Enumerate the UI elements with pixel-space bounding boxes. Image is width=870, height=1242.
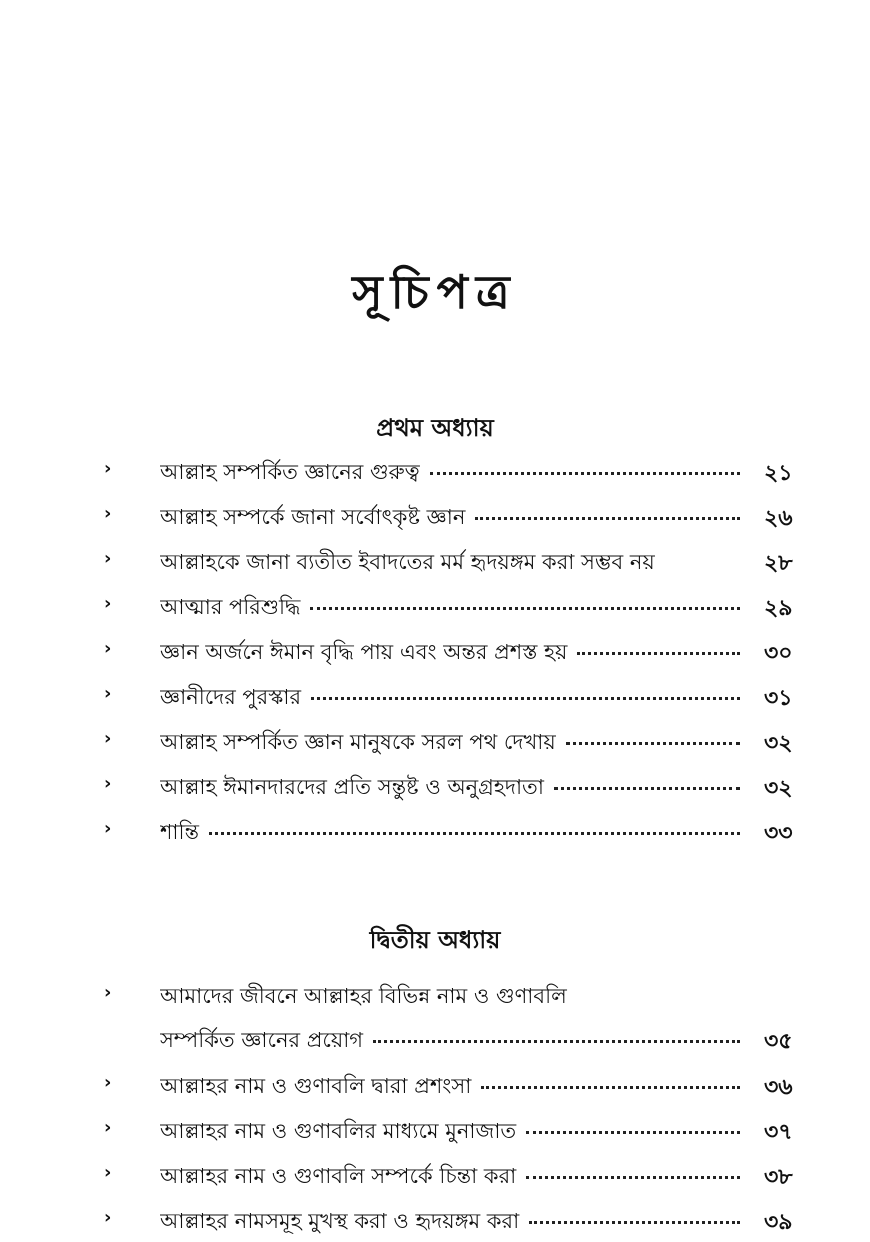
dot-leader — [554, 786, 740, 790]
entry-title: আত্মার পরিশুদ্ধি — [160, 595, 301, 619]
dot-leader — [481, 1085, 740, 1089]
toc-entry[interactable] — [0, 456, 870, 490]
entry-title: আল্লাহর নাম ও গুণাবলি সম্পর্কে চিন্তা করা — [160, 1164, 517, 1188]
entry-page-number: ৩০ — [764, 641, 793, 666]
toc-entry[interactable] — [0, 1115, 870, 1149]
dot-leader — [529, 1220, 740, 1224]
toc-entry[interactable] — [0, 816, 870, 850]
entry-page-number: ২১ — [764, 461, 793, 486]
dot-leader — [566, 741, 740, 745]
chapter-heading-2: দ্বিতীয় অধ্যায় — [369, 926, 501, 954]
dot-leader — [430, 471, 740, 475]
entry-page-number: ২৬ — [764, 506, 793, 531]
bullet-icon: › — [104, 1072, 112, 1093]
bullet-icon: › — [104, 1207, 112, 1228]
entry-title: আল্লাহর নাম ও গুণাবলির মাধ্যমে মুনাজাত — [160, 1119, 517, 1143]
chapter-heading-1: প্রথম অধ্যায় — [376, 414, 494, 442]
dot-leader — [526, 1130, 740, 1134]
entry-page-number: ৩২ — [764, 776, 793, 801]
bullet-icon: › — [104, 1117, 112, 1138]
entry-page-number: ৩৩ — [764, 821, 793, 846]
entry-page-number: ৩৫ — [764, 1029, 793, 1054]
toc-entry[interactable] — [0, 591, 870, 625]
toc-entry[interactable] — [0, 726, 870, 760]
dot-leader — [310, 606, 740, 610]
toc-entry[interactable] — [0, 636, 870, 670]
toc-entry[interactable] — [0, 1070, 870, 1104]
entry-title: আল্লাহ সম্পর্কিত জ্ঞানের গুরুত্ব — [160, 460, 420, 484]
bullet-icon: › — [104, 728, 112, 749]
bullet-icon: › — [104, 982, 112, 1003]
bullet-icon: › — [104, 458, 112, 479]
bullet-icon: › — [104, 548, 112, 569]
dot-leader — [373, 1039, 740, 1043]
entry-page-number: ৩২ — [764, 731, 793, 756]
entry-page-number: ৩৯ — [764, 1210, 793, 1235]
toc-entry[interactable] — [0, 501, 870, 535]
dot-leader — [526, 1175, 740, 1179]
entry-title: আমাদের জীবনে আল্লাহর বিভিন্ন নাম ও গুণাবলি — [160, 984, 567, 1008]
bullet-icon: › — [104, 503, 112, 524]
dot-leader — [311, 696, 740, 700]
dot-leader — [475, 516, 740, 520]
entry-page-number: ৩১ — [764, 686, 793, 711]
toc-entry[interactable] — [0, 980, 870, 1014]
toc-entry[interactable] — [0, 546, 870, 580]
entry-title: আল্লাহকে জানা ব্যতীত ইবাদতের মর্ম হৃদয়ঙ্গম করা সম্ভব নয় — [160, 550, 655, 574]
entry-title: আল্লাহর নামসমূহ মুখস্থ করা ও হৃদয়ঙ্গম করা — [160, 1209, 520, 1233]
entry-title: আল্লাহর নাম ও গুণাবলি দ্বারা প্রশংসা — [160, 1074, 472, 1098]
toc-entry[interactable] — [0, 771, 870, 805]
toc-entry[interactable] — [0, 681, 870, 715]
bullet-icon: › — [104, 818, 112, 839]
toc-entry-continuation[interactable] — [0, 1024, 870, 1058]
bullet-icon: › — [104, 773, 112, 794]
bullet-icon: › — [104, 1162, 112, 1183]
entry-title-continuation: সম্পর্কিত জ্ঞানের প্রয়োগ — [160, 1028, 364, 1052]
bullet-icon: › — [104, 638, 112, 659]
dot-leader — [577, 651, 740, 655]
entry-page-number: ৩৬ — [764, 1075, 793, 1100]
entry-page-number: ৩৮ — [764, 1165, 793, 1190]
dot-leader — [209, 831, 740, 835]
bullet-icon: › — [104, 683, 112, 704]
toc-entry[interactable] — [0, 1205, 870, 1239]
entry-title: আল্লাহ সম্পর্কে জানা সর্বোৎকৃষ্ট জ্ঞান — [160, 505, 466, 529]
entry-title: জ্ঞান অর্জনে ঈমান বৃদ্ধি পায় এবং অন্তর প্রশস্ত হয় — [160, 640, 568, 664]
page-title: সূচিপত্র — [352, 265, 518, 319]
entry-page-number: ২৯ — [764, 596, 793, 621]
entry-title: আল্লাহ সম্পর্কিত জ্ঞান মানুষকে সরল পথ দেখায় — [160, 730, 556, 754]
entry-title: জ্ঞানীদের পুরস্কার — [160, 685, 302, 709]
entry-page-number: ৩৭ — [764, 1120, 793, 1145]
entry-page-number: ২৮ — [764, 551, 793, 576]
toc-entry[interactable] — [0, 1160, 870, 1194]
entry-title: শান্তি — [160, 820, 199, 844]
entry-title: আল্লাহ ঈমানদারদের প্রতি সন্তুষ্ট ও অনুগ্রহদাতা — [160, 775, 544, 799]
bullet-icon: › — [104, 593, 112, 614]
